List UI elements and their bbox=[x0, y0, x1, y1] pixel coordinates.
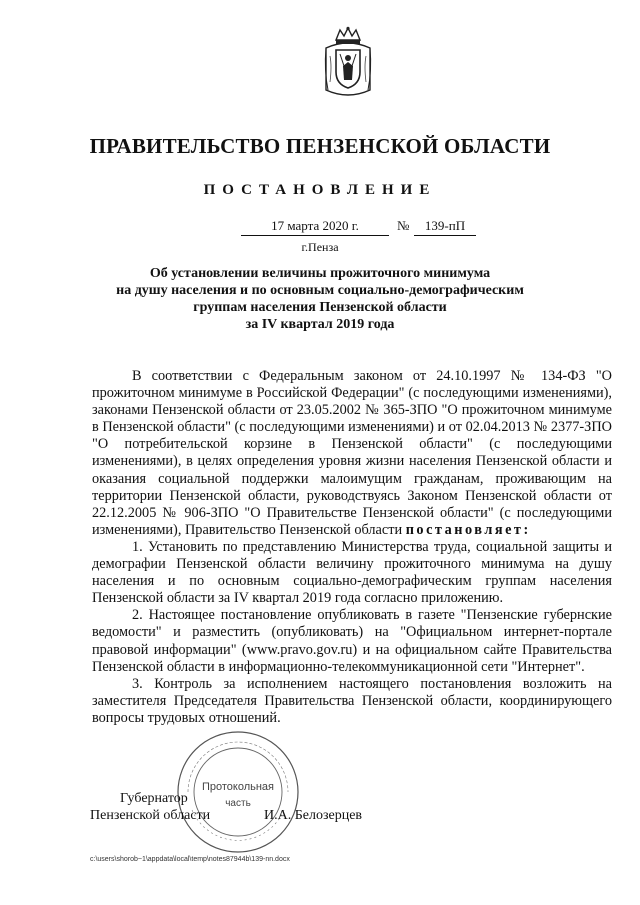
document-city: г.Пенза bbox=[301, 240, 339, 254]
coat-of-arms-emblem bbox=[322, 26, 374, 100]
signature-title-line1: Губернатор bbox=[120, 791, 188, 806]
document-body bbox=[92, 368, 612, 727]
subject-line: на душу населения и по основным социально-демографическим bbox=[116, 283, 524, 298]
government-title: ПРАВИТЕЛЬСТВО ПЕНЗЕНСКОЙ ОБЛАСТИ bbox=[89, 134, 551, 158]
item-paragraph: 3. Контроль за исполнением настоящего постановления возложить на заместителя Председателя Правительства Пензенской области, координирующего вопросы трудовых отношений. bbox=[92, 675, 612, 726]
preamble-text: В соответствии с Федеральным законом от 24.10.1997 № 134-ФЗ "О прожиточном минимуме в Российской Федерации" (с последующими изменениями), законами Пензенской области от 23.05.2002 № 365-ЗПО "О прожиточном минимуме в Пензенской области" (с последующими изменениями) и от 02.04.2013 № 2377-ЗПО "О потребительской корзине в Пензенской области" (с последующими изменениями), в целях определения уровня жизни населения Пензенской области и оказания социальной поддержки малоимущим гражданам, проживающим на территории Пензенской области, руководствуясь Законом Пензенской области от 22.12.2005 № 906-ЗПО "О Правительстве Пензенской области" (с последующими изменениями), Правительство Пензенской области bbox=[92, 368, 612, 538]
signature-title-line2: Пензенской области bbox=[90, 808, 211, 823]
stamp-text-line2: часть bbox=[225, 798, 251, 809]
item-paragraph: 2. Настоящее постановление опубликовать в газете "Пензенские губернские ведомости" и разместить (опубликовать) на "Официальном интернет-портале правовой информации" (www.pravo.gov.ru) и на официальном сайте Правительства Пензенской области в информационно-телекоммуникационной сети "Интернет". bbox=[92, 607, 612, 675]
document-date: 17 марта 2020 г. bbox=[241, 218, 389, 236]
document-type: ПОСТАНОВЛЕНИЕ bbox=[203, 182, 437, 198]
document-number: 139-пП bbox=[414, 218, 476, 236]
signature-name: И.А. Белозерцев bbox=[264, 808, 363, 823]
round-seal-stamp bbox=[174, 728, 302, 856]
file-path-footer: c:\users\shorob~1\appdata\local\temp\notes87944b\139-nn.docx bbox=[90, 856, 290, 863]
item-paragraph: 1. Установить по представлению Министерства труда, социальной защиты и демографии Пензенской области величину прожиточного минимума на душу населения и по основным социально-демографическим группам населения Пензенской области за IV квартал 2019 года согласно приложению. bbox=[92, 538, 612, 607]
document-subject bbox=[100, 265, 540, 333]
subject-line: группам населения Пензенской области bbox=[193, 300, 447, 315]
subject-line: Об установлении величины прожиточного минимума bbox=[149, 266, 491, 281]
number-sign: № bbox=[397, 218, 410, 233]
stamp-text-line1: Протокольная bbox=[201, 781, 275, 793]
preamble-paragraph bbox=[92, 368, 612, 539]
subject-line: за IV квартал 2019 года bbox=[245, 317, 395, 332]
resolves-word: постановляет: bbox=[405, 521, 531, 538]
